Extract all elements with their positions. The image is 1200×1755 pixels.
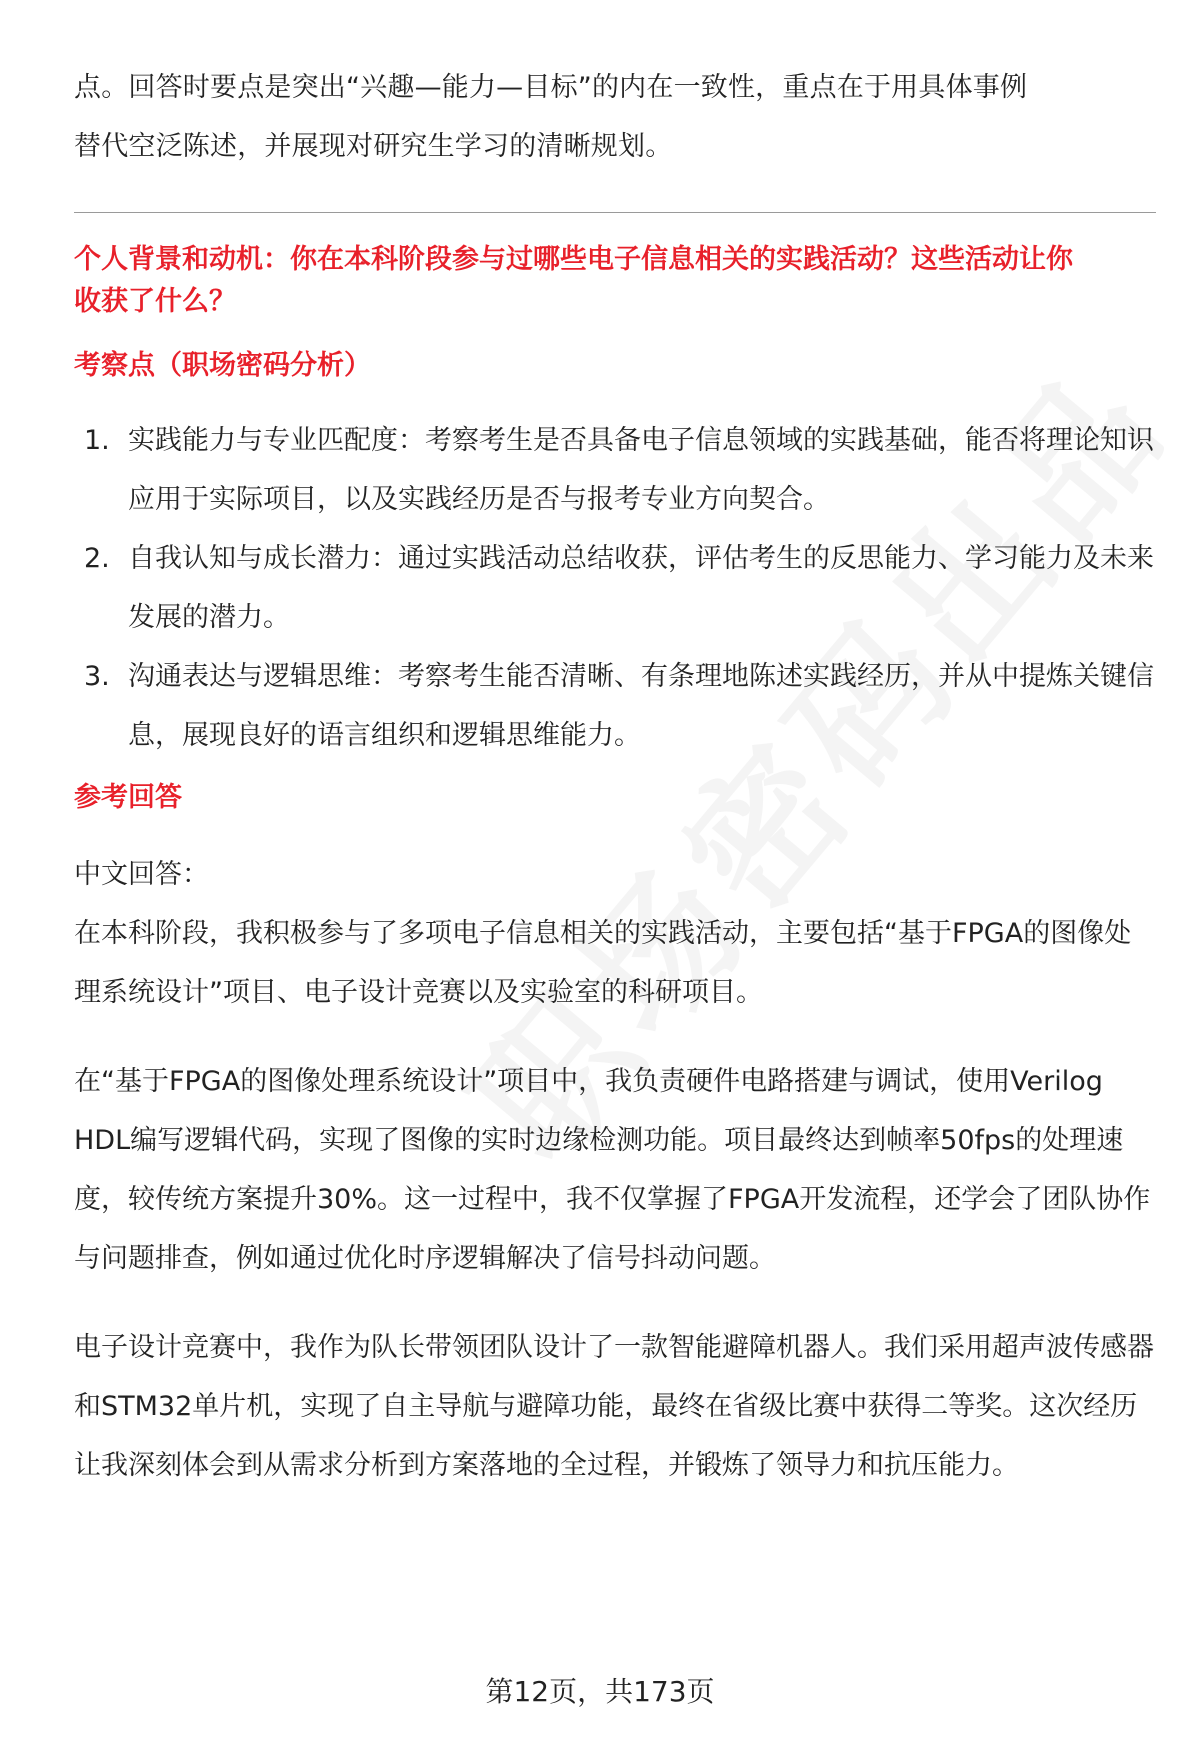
answer-paragraph: 电子设计竞赛中，我作为队长带领团队设计了一款智能避障机器人。我们采用超声波传感器和STM32单片机，实现了自主导航与避障功能，最终在省级比赛中获得二等奖。这次经历让我深刻体会到从需求分析到方案落地的全过程，并锻炼了领导力和抗压能力。 <box>74 1332 1154 1481</box>
assessment-item-text: 自我认知与成长潜力：通过实践活动总结收获，评估考生的反思能力、学习能力及未来发展的潜力。 <box>128 543 1154 633</box>
assessment-item-number: 3. <box>84 661 110 692</box>
assessment-item <box>74 529 1154 647</box>
page-number: 第12页，共173页 <box>485 1675 715 1708</box>
question-heading: 个人背景和动机：你在本科阶段参与过哪些电子信息相关的实践活动？这些活动让你收获了什么？ <box>74 244 1073 317</box>
answer-heading: 参考回答 <box>74 782 182 813</box>
answer-language-label: 中文回答： <box>74 859 209 890</box>
intro-line-2: 替代空泛陈述，并展现对研究生学习的清晰规划。 <box>74 131 673 162</box>
assessment-heading: 考察点（职场密码分析） <box>74 350 371 381</box>
assessment-item <box>74 411 1154 529</box>
section-divider <box>74 212 1156 213</box>
assessment-item-text: 实践能力与专业匹配度：考察考生是否具备电子信息领域的实践基础，能否将理论知识应用于实际项目，以及实践经历是否与报考专业方向契合。 <box>128 425 1154 515</box>
assessment-item-text: 沟通表达与逻辑思维：考察考生能否清晰、有条理地陈述实践经历，并从中提炼关键信息，展现良好的语言组织和逻辑思维能力。 <box>128 661 1154 751</box>
assessment-list <box>74 411 1154 765</box>
page-content <box>74 58 1154 1495</box>
intro-line-1: 点。回答时要点是突出“兴趣—能力—目标”的内在一致性，重点在于用具体事例 <box>74 72 1028 103</box>
assessment-item <box>74 647 1154 765</box>
assessment-item-number: 1. <box>84 425 110 456</box>
assessment-item-number: 2. <box>84 543 110 574</box>
answer-paragraph: 在本科阶段，我积极参与了多项电子信息相关的实践活动，主要包括“基于FPGA的图像处理系统设计”项目、电子设计竞赛以及实验室的科研项目。 <box>74 918 1132 1008</box>
answer-paragraph: 在“基于FPGA的图像处理系统设计”项目中，我负责硬件电路搭建与调试，使用Verilog HDL编写逻辑代码，实现了图像的实时边缘检测功能。项目最终达到帧率50fps的处理速度，较传统方案提升30%。这一过程中，我不仅掌握了FPGA开发流程，还学会了团队协作与问题排查，例如通过优化时序逻辑解决了信号抖动问题。 <box>74 1066 1151 1274</box>
